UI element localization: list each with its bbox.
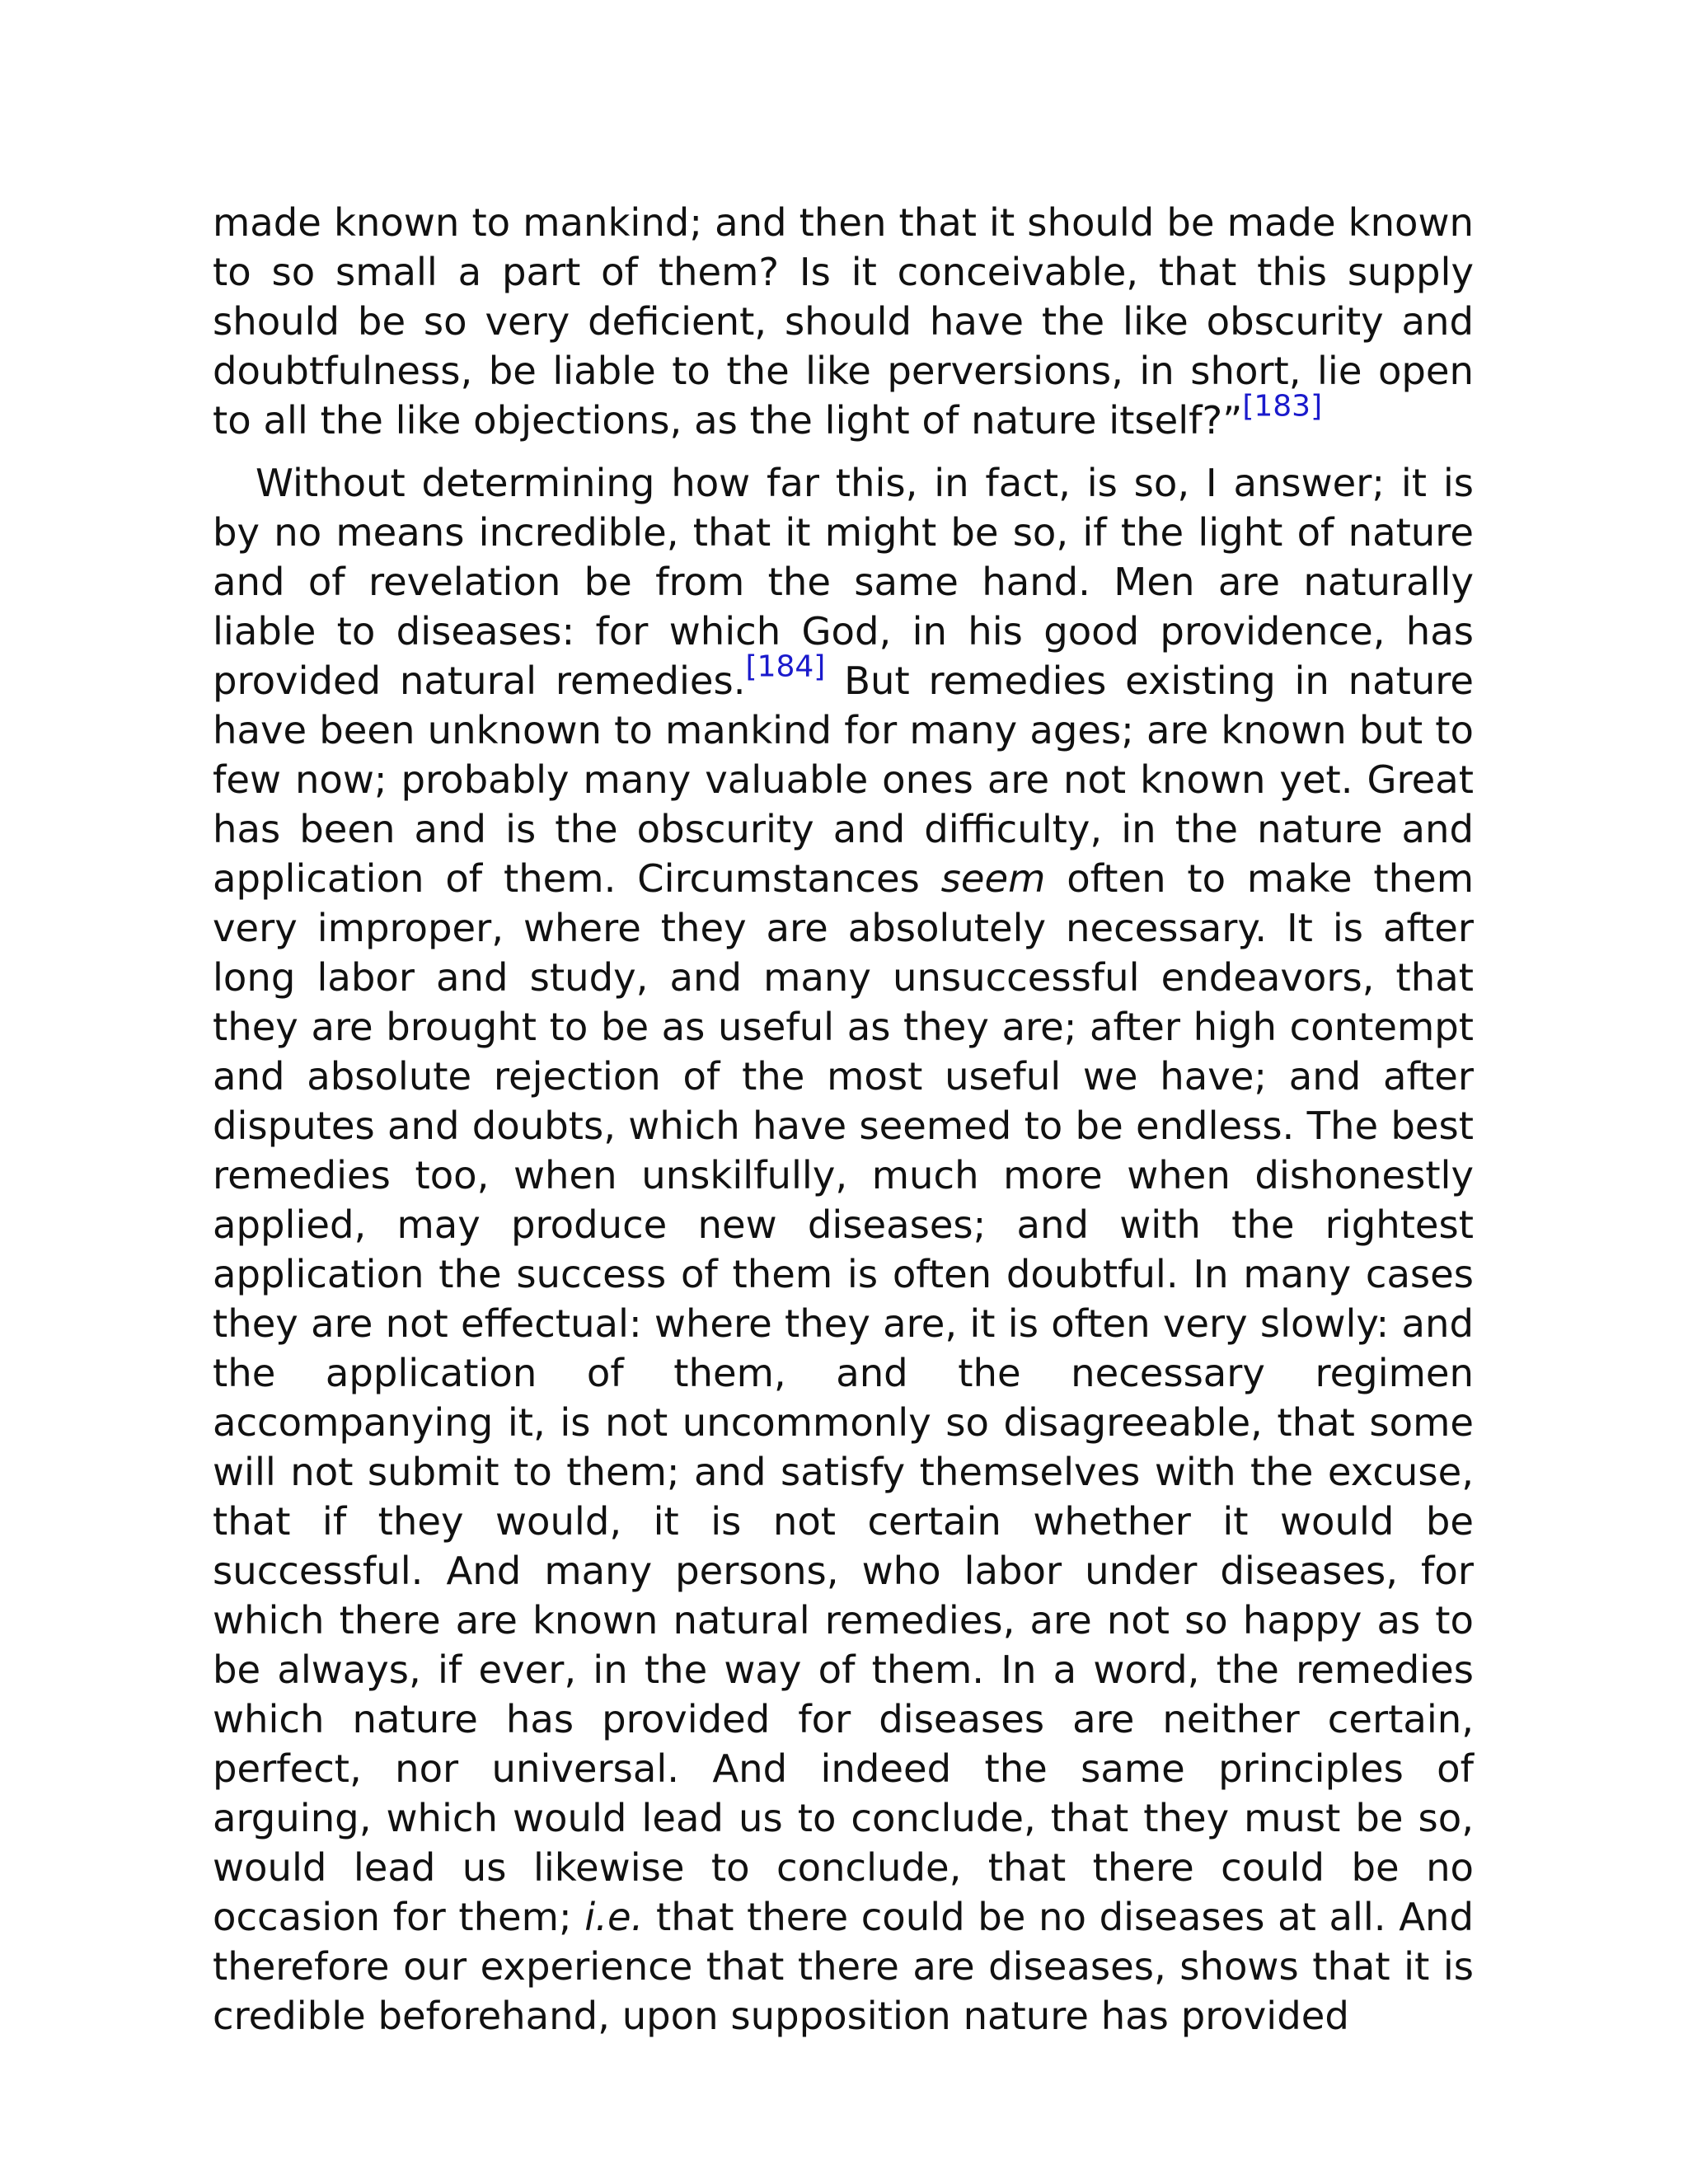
footnote-link-184[interactable]: [184] — [745, 649, 826, 684]
paragraph-2 — [213, 458, 1474, 2041]
footnote-link-183[interactable]: [183] — [1242, 389, 1323, 424]
document-page — [213, 198, 1474, 2041]
paragraph-2-text-3: often to make them very improper, where they are absolutely necessary. It is after long labor and study, and many unsuccessful endeavors, that they are brought to be as useful as they are; after high contempt and absolute rejection of the most useful we have; and after disputes and doubts, which have seemed to be endless. The best remedies too, when unskilfully, much more when dishonestly applied, may produce new diseases; and with the rightest application the success of them is often doubtful. In many cases they are not effectual: where they are, it is often very slowly: and the application of them, and the necessary regimen accompanying it, is not uncommonly so disagreeable, that some will not submit to them; and satisfy themselves with the excuse, that if they would, it is not certain whether it would be successful. And many persons, who labor under diseases, for which there are known natural remedies, are not so happy as to be always, if ever, in the way of them. In a word, the remedies which nature has provided for diseases are neither certain, perfect, nor universal. And indeed the same principles of arguing, which would lead us to conclude, that they must be so, would lead us likewise to conclude, that there could be no occasion for them; — [213, 856, 1474, 1939]
paragraph-2-text-2: But remedies existing in nature have been unknown to mankind for many ages; are known but to few now; probably many valuable ones are not known yet. Great has been and is the obscurity and difficulty, in the nature and application of them. Circumstances — [213, 658, 1474, 901]
emphasis-ie: i.e. — [584, 1895, 644, 1939]
paragraph-2-text-1: Without determining how far this, in fact, is so, I answer; it is by no means incredible, that it might be so, if the light of nature and of revelation be from the same hand. Men are naturally liable to diseases: for which God, in his good providence, has provided natural remedies. — [213, 461, 1474, 703]
paragraph-1-text: made known to mankind; and then that it should be made known to so small a part of them? Is it conceivable, that this supply should be so very deficient, should have the like obscurity and doubtfulness, be liable to the like perversions, in short, lie open to all the like objections, as the light of nature itself?” — [213, 200, 1474, 443]
emphasis-seem: seem — [940, 856, 1046, 901]
paragraph-2-text-4: that there could be no diseases at all. And therefore our experience that there are diseases, shows that it is credible beforehand, upon supposition nature has provided — [213, 1895, 1474, 2038]
paragraph-1 — [213, 198, 1474, 445]
